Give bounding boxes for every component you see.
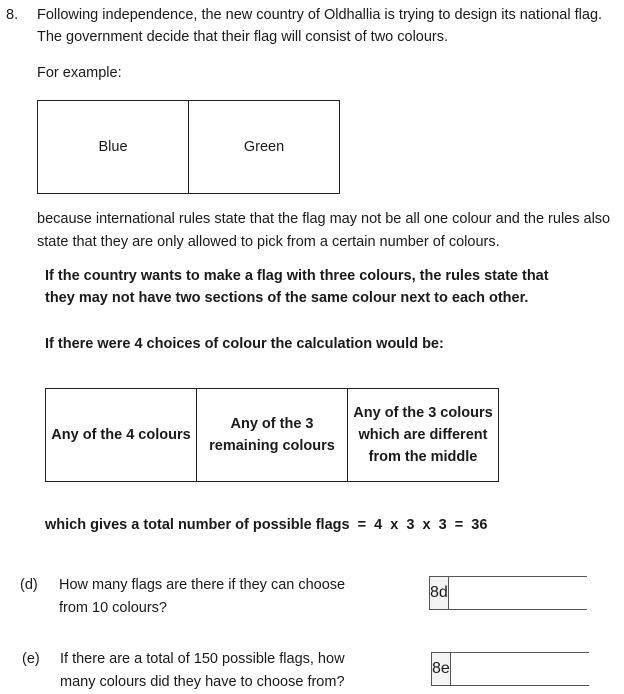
- answer-input-8e[interactable]: [451, 653, 624, 685]
- flag-colour-label: Green: [243, 139, 285, 155]
- example-flag: [37, 100, 340, 194]
- answer-label: 8e: [432, 653, 451, 685]
- calculation-cell: [347, 389, 498, 481]
- rules-line: because international rules state that the flag may not be all one colour and the rules also: [37, 211, 611, 227]
- flag-section: [188, 101, 339, 193]
- part-e-label: (e): [22, 651, 40, 667]
- total-line: which gives a total number of possible flags = 4 x 3 x 3 = 36: [45, 517, 488, 533]
- calculation-cell-text: Any of the 3 remaining colours: [209, 416, 335, 454]
- intro-line: Following independence, the new country of Oldhallia is trying to design its national flag.: [37, 7, 603, 23]
- calculation-cell: [196, 389, 347, 481]
- example-label: For example:: [37, 65, 122, 81]
- part-d-line: How many flags are there if they can choose: [59, 577, 346, 593]
- flag-colour-label: Blue: [98, 139, 128, 155]
- calculation-intro: If there were 4 choices of colour the calculation would be:: [45, 336, 444, 352]
- part-d-line: from 10 colours?: [59, 600, 167, 616]
- calculation-cell: [46, 389, 196, 481]
- calculation-cell-text: Any of the 3 colours which are different from the middle: [353, 405, 493, 465]
- intro-line: The government decide that their flag will consist of two colours.: [37, 29, 449, 45]
- three-colour-rule-line: If the country wants to make a flag with three colours, the rules state that: [45, 268, 549, 284]
- answer-box-8d: [429, 576, 587, 610]
- part-e-line: many colours did they have to choose from?: [60, 674, 345, 690]
- flag-section: [38, 101, 188, 193]
- rules-line: state that they are only allowed to pick from a certain number of colours.: [37, 234, 500, 250]
- answer-input-8d[interactable]: [449, 577, 624, 609]
- answer-label: 8d: [430, 577, 449, 609]
- three-colour-rule-line: they may not have two sections of the same colour next to each other.: [45, 290, 529, 306]
- question-number: 8.: [6, 7, 19, 23]
- answer-box-8e: [431, 652, 589, 686]
- calculation-table: [45, 388, 499, 482]
- part-e-line: If there are a total of 150 possible flags, how: [60, 651, 345, 667]
- part-d-label: (d): [20, 577, 38, 593]
- calculation-cell-text: Any of the 4 colours: [51, 427, 191, 443]
